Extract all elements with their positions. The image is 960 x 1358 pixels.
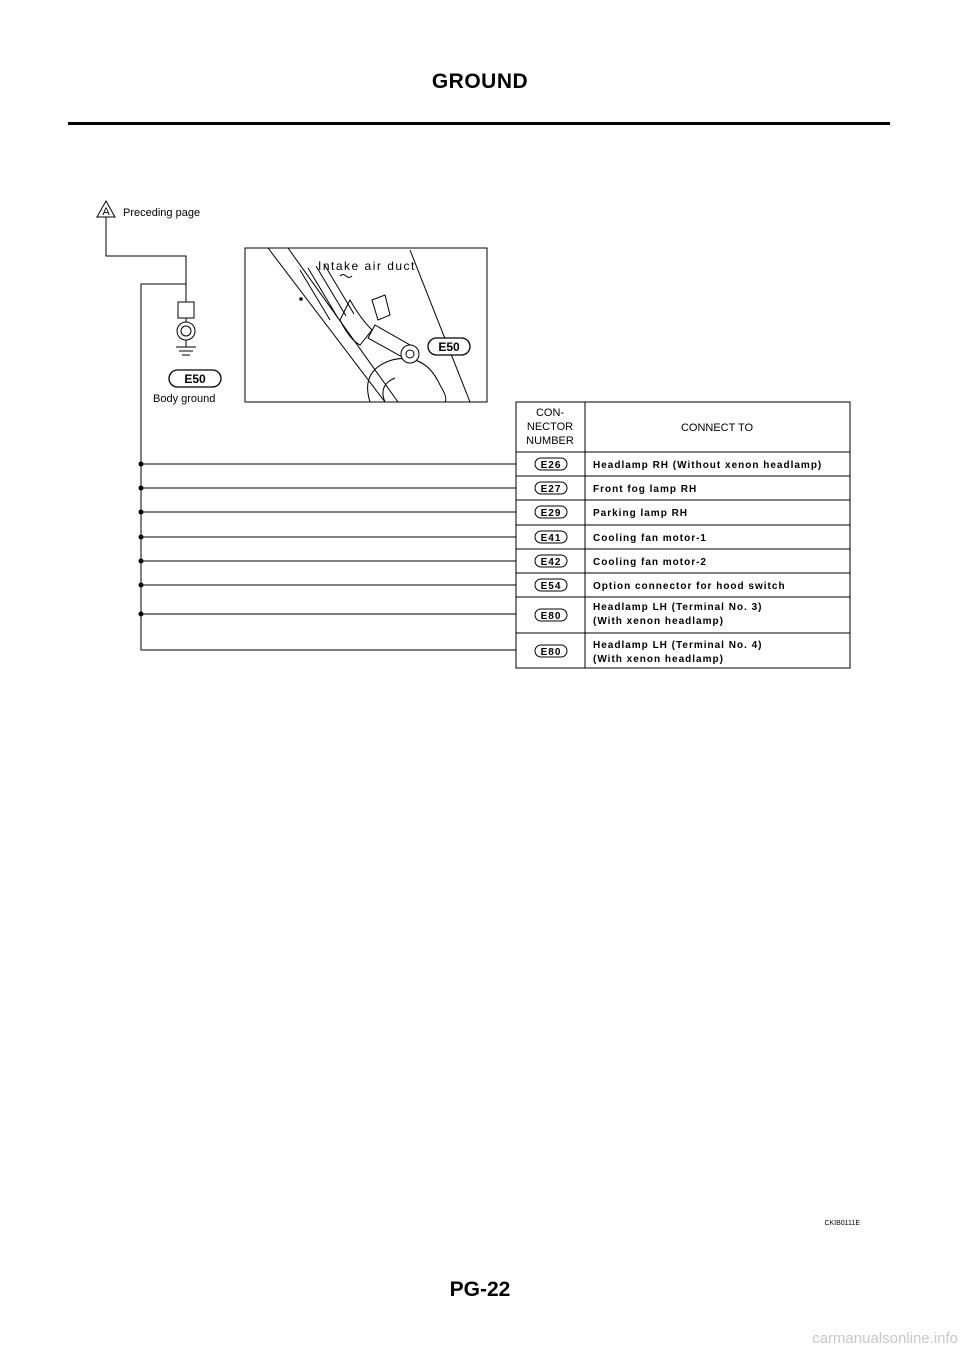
connect-to-text: Cooling fan motor-2 (593, 557, 707, 568)
reference-label: Preceding page (123, 207, 201, 219)
connector-number: E80 (540, 611, 562, 622)
connector-number: E80 (540, 647, 562, 658)
branch-wires (139, 462, 517, 617)
connect-to-text: Headlamp RH (Without xenon headlamp) (593, 460, 823, 471)
connect-to-text: Front fog lamp RH (593, 484, 698, 495)
connect-to-text: Cooling fan motor-1 (593, 533, 707, 544)
connect-to-text: Headlamp LH (Terminal No. 3) (593, 602, 763, 613)
table-row (535, 531, 707, 544)
location-connector-label: E50 (438, 340, 460, 354)
location-illustration (245, 248, 487, 402)
table-row (535, 579, 786, 592)
connect-to-text: (With xenon headlamp) (593, 616, 724, 627)
connector-table (516, 402, 850, 668)
splice-dot (139, 583, 144, 588)
table-row (535, 506, 688, 519)
ground-eyelet-icon (177, 322, 195, 340)
connect-to-text: Headlamp LH (Terminal No. 4) (593, 640, 763, 651)
reference-marker (97, 201, 200, 219)
page-title: GROUND (431, 70, 529, 93)
connector-number: E54 (540, 581, 562, 592)
intake-air-duct-label: Intake air duct (318, 259, 416, 273)
ground-terminal (178, 302, 194, 318)
header-connect-to: CONNECT TO (680, 422, 754, 434)
table-row (535, 555, 707, 568)
table-row (535, 458, 822, 471)
splice-dot (139, 486, 144, 491)
connect-to-text: (With xenon headlamp) (593, 654, 724, 665)
figure-code: CKIB0111E (824, 1220, 860, 1227)
splice-dot (139, 612, 144, 617)
header-connector-line1: CON- (535, 407, 565, 419)
header-connector-line2: NECTOR (526, 421, 574, 433)
connect-to-text: Parking lamp RH (593, 508, 689, 519)
connector-number: E26 (540, 460, 562, 471)
reference-letter: A (102, 206, 110, 218)
table-row (535, 482, 697, 495)
connector-number: E42 (540, 557, 562, 568)
header-connector-line3: NUMBER (526, 435, 574, 447)
splice-dot (139, 510, 144, 515)
splice-dot (139, 462, 144, 467)
connect-to-text: Option connector for hood switch (593, 581, 786, 592)
table-row (535, 602, 763, 627)
wire-from-reference (106, 217, 186, 302)
splice-dot (139, 559, 144, 564)
ground-symbol (153, 302, 221, 405)
page-number: PG-22 (449, 1278, 511, 1301)
connector-number: E29 (540, 508, 562, 519)
connector-number: E41 (540, 533, 562, 544)
connector-number: E27 (540, 484, 562, 495)
ground-connector-label: E50 (184, 372, 206, 386)
splice-dot (139, 535, 144, 540)
body-ground-label: Body ground (153, 393, 216, 405)
watermark: carmanualsonline.info (812, 1330, 958, 1347)
table-row (535, 640, 763, 665)
